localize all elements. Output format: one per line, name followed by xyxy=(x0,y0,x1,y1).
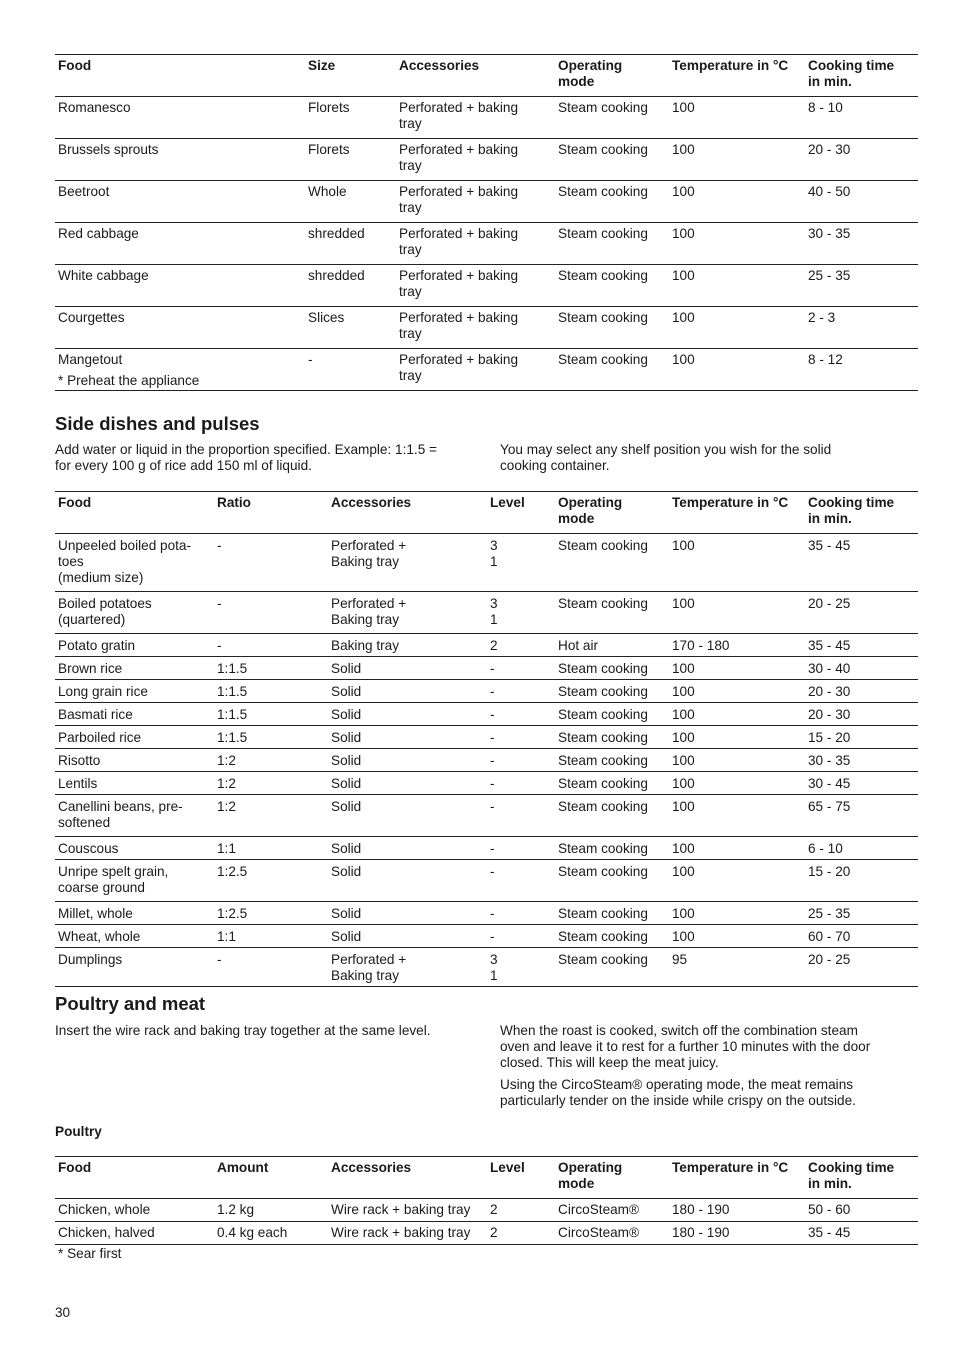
table-row xyxy=(55,749,918,772)
table-cell: Solid xyxy=(328,860,487,902)
table-row xyxy=(55,1199,918,1222)
poultry-table xyxy=(55,1156,918,1245)
table-cell: - xyxy=(214,592,328,634)
column-header: Cooking time in min. xyxy=(805,55,918,97)
table-cell: 180 - 190 xyxy=(669,1199,805,1222)
table-cell: Couscous xyxy=(55,837,214,860)
table-cell: 60 - 70 xyxy=(805,925,918,948)
table-cell: Steam cooking xyxy=(555,534,669,592)
table-cell: 1:1.5 xyxy=(214,680,328,703)
table-cell: Dumplings xyxy=(55,948,214,987)
table-cell: Brussels sprouts xyxy=(55,139,305,181)
table-cell: Brown rice xyxy=(55,657,214,680)
table-cell: 100 xyxy=(669,307,805,349)
table-cell: Chicken, halved xyxy=(55,1222,214,1245)
table-cell: Steam cooking xyxy=(555,902,669,925)
vegetables-table xyxy=(55,54,918,391)
table-cell: Slices xyxy=(305,307,396,349)
table-row xyxy=(55,703,918,726)
table-row xyxy=(55,181,918,223)
column-header: Food xyxy=(55,55,305,97)
table-cell: Perforated + baking tray xyxy=(396,181,555,223)
table-cell: Solid xyxy=(328,795,487,837)
table-cell: Perforated + Baking tray xyxy=(328,534,487,592)
table-cell: Steam cooking xyxy=(555,181,669,223)
column-header: Level xyxy=(487,1157,555,1199)
table-cell: Steam cooking xyxy=(555,948,669,987)
table-cell: 30 - 35 xyxy=(805,749,918,772)
table-cell: Perforated + baking tray xyxy=(396,265,555,307)
table-cell: 25 - 35 xyxy=(805,265,918,307)
table-row xyxy=(55,139,918,181)
table-cell: 20 - 30 xyxy=(805,680,918,703)
table-cell: shredded xyxy=(305,223,396,265)
table-cell: Wire rack + baking tray xyxy=(328,1222,487,1245)
table-cell: 100 xyxy=(669,795,805,837)
table-cell: 100 xyxy=(669,97,805,139)
table-cell: - xyxy=(487,772,555,795)
table-cell: Steam cooking xyxy=(555,703,669,726)
table-cell: 35 - 45 xyxy=(805,1222,918,1245)
table-header-row xyxy=(55,492,918,534)
footnote-preheat: * Preheat the appliance xyxy=(58,373,200,388)
table-cell: 8 - 10 xyxy=(805,97,918,139)
table-cell: Perforated + Baking tray xyxy=(328,948,487,987)
table-cell: Steam cooking xyxy=(555,349,669,391)
table-cell: 100 xyxy=(669,534,805,592)
table-cell: 1:2 xyxy=(214,749,328,772)
table-cell: Romanesco xyxy=(55,97,305,139)
table-cell: 1:2.5 xyxy=(214,902,328,925)
table-row xyxy=(55,860,918,902)
table-cell: Boiled potatoes (quartered) xyxy=(55,592,214,634)
table-cell: - xyxy=(487,902,555,925)
table-row xyxy=(55,307,918,349)
table-cell: Red cabbage xyxy=(55,223,305,265)
table-row xyxy=(55,795,918,837)
table-cell: Solid xyxy=(328,726,487,749)
column-header: Accessories xyxy=(328,1157,487,1199)
column-header: Size xyxy=(305,55,396,97)
table-cell: 100 xyxy=(669,181,805,223)
table-cell: Chicken, whole xyxy=(55,1199,214,1222)
table-cell: - xyxy=(487,749,555,772)
table-cell: - xyxy=(487,795,555,837)
table-cell: 15 - 20 xyxy=(805,726,918,749)
table-cell: Solid xyxy=(328,703,487,726)
table-cell: CircoSteam® xyxy=(555,1222,669,1245)
table-cell: 100 xyxy=(669,860,805,902)
table-cell: Perforated + Baking tray xyxy=(328,592,487,634)
table-cell: Beetroot xyxy=(55,181,305,223)
side-dishes-intro-left: Add water or liquid in the proportion specified. Example: 1:1.5 = for every 100 g of rice add 150 ml of liquid. xyxy=(55,442,437,473)
table-cell: Unripe spelt grain, coarse ground xyxy=(55,860,214,902)
table-cell: Steam cooking xyxy=(555,749,669,772)
table-cell: 100 xyxy=(669,265,805,307)
table-cell: 20 - 30 xyxy=(805,703,918,726)
column-header: Accessories xyxy=(396,55,555,97)
table-row xyxy=(55,97,918,139)
table-cell: Steam cooking xyxy=(555,657,669,680)
table-cell: 1:1.5 xyxy=(214,703,328,726)
table-cell: 100 xyxy=(669,680,805,703)
table-cell: Solid xyxy=(328,680,487,703)
table-cell: 3 1 xyxy=(487,592,555,634)
table-cell: 6 - 10 xyxy=(805,837,918,860)
column-header: Cooking time in min. xyxy=(805,1157,918,1199)
table-cell: 100 xyxy=(669,749,805,772)
table-cell: - xyxy=(487,680,555,703)
table-cell: Steam cooking xyxy=(555,680,669,703)
table-cell: Steam cooking xyxy=(555,837,669,860)
table-row xyxy=(55,680,918,703)
table-cell: - xyxy=(214,534,328,592)
table-cell: Steam cooking xyxy=(555,925,669,948)
table-cell: Steam cooking xyxy=(555,265,669,307)
footnote-sear-first: * Sear first xyxy=(58,1246,122,1261)
table-cell: Steam cooking xyxy=(555,592,669,634)
table-cell: - xyxy=(487,860,555,902)
column-header: Amount xyxy=(214,1157,328,1199)
table-cell: - xyxy=(487,726,555,749)
table-cell: - xyxy=(487,703,555,726)
table-row xyxy=(55,925,918,948)
table-cell: 20 - 30 xyxy=(805,139,918,181)
table-cell: 15 - 20 xyxy=(805,860,918,902)
poultry-intro-right-1: When the roast is cooked, switch off the combination steam oven and leave it to rest for a further 10 minutes with the door closed. This will keep the meat juicy. xyxy=(500,1023,871,1070)
table-cell: 100 xyxy=(669,837,805,860)
column-header: Temperature in °C xyxy=(669,1157,805,1199)
section-title-side-dishes: Side dishes and pulses xyxy=(55,413,260,434)
table-cell: 2 - 3 xyxy=(805,307,918,349)
table-cell: 1:2 xyxy=(214,772,328,795)
column-header: Temperature in °C xyxy=(669,492,805,534)
column-header: Operating mode xyxy=(555,1157,669,1199)
page-number: 30 xyxy=(55,1305,71,1320)
table-cell: Perforated + baking tray xyxy=(396,139,555,181)
table-cell: Steam cooking xyxy=(555,795,669,837)
table-row xyxy=(55,592,918,634)
table-cell: 0.4 kg each xyxy=(214,1222,328,1245)
table-cell: 1:1 xyxy=(214,925,328,948)
poultry-intro-right-2: Using the CircoSteam® operating mode, the meat remains particularly tender on the inside while crispy on the outside. xyxy=(500,1077,856,1108)
table-cell: Canellini beans, pre- softened xyxy=(55,795,214,837)
table-cell: 100 xyxy=(669,772,805,795)
side-dishes-intro-right: You may select any shelf position you wish for the solid cooking container. xyxy=(500,442,832,473)
table-cell: Basmati rice xyxy=(55,703,214,726)
table-cell: 2 xyxy=(487,1222,555,1245)
column-header: Level xyxy=(487,492,555,534)
column-header: Temperature in °C xyxy=(669,55,805,97)
table-cell: 1:1.5 xyxy=(214,657,328,680)
column-header: Operating mode xyxy=(555,55,669,97)
table-cell: Perforated + baking tray xyxy=(396,223,555,265)
table-cell: Solid xyxy=(328,837,487,860)
side-dishes-table xyxy=(55,491,918,987)
table-row xyxy=(55,223,918,265)
table-row xyxy=(55,772,918,795)
table-row xyxy=(55,726,918,749)
table-cell: Millet, whole xyxy=(55,902,214,925)
table-cell: Perforated + baking tray xyxy=(396,97,555,139)
table-row xyxy=(55,265,918,307)
table-cell: Potato gratin xyxy=(55,634,214,657)
table-cell: Mangetout xyxy=(55,349,305,391)
table-cell: 100 xyxy=(669,902,805,925)
table-cell: Baking tray xyxy=(328,634,487,657)
table-cell: 50 - 60 xyxy=(805,1199,918,1222)
table-cell: 35 - 45 xyxy=(805,534,918,592)
table-cell: 20 - 25 xyxy=(805,592,918,634)
table-cell: - xyxy=(487,837,555,860)
table-cell: Steam cooking xyxy=(555,307,669,349)
table-cell: - xyxy=(305,349,396,391)
table-cell: 100 xyxy=(669,703,805,726)
table-cell: Perforated + baking tray xyxy=(396,349,555,391)
table-cell: 30 - 35 xyxy=(805,223,918,265)
poultry-intro-left: Insert the wire rack and baking tray together at the same level. xyxy=(55,1023,431,1038)
table-row xyxy=(55,534,918,592)
column-header: Food xyxy=(55,492,214,534)
table-cell: - xyxy=(214,634,328,657)
column-header: Accessories xyxy=(328,492,487,534)
table-cell: - xyxy=(487,657,555,680)
table-cell: Unpeeled boiled pota- toes (medium size) xyxy=(55,534,214,592)
column-header: Operating mode xyxy=(555,492,669,534)
table-cell: 1:2.5 xyxy=(214,860,328,902)
table-cell: - xyxy=(487,925,555,948)
table-cell: Steam cooking xyxy=(555,772,669,795)
table-cell: 35 - 45 xyxy=(805,634,918,657)
table-cell: Parboiled rice xyxy=(55,726,214,749)
table-cell: 2 xyxy=(487,1199,555,1222)
table-cell: Steam cooking xyxy=(555,97,669,139)
table-cell: 3 1 xyxy=(487,948,555,987)
table-cell: 20 - 25 xyxy=(805,948,918,987)
table-cell: Solid xyxy=(328,902,487,925)
table-cell: 30 - 40 xyxy=(805,657,918,680)
table-cell: Florets xyxy=(305,139,396,181)
table-cell: 170 - 180 xyxy=(669,634,805,657)
table-cell: White cabbage xyxy=(55,265,305,307)
table-cell: Solid xyxy=(328,657,487,680)
table-row xyxy=(55,657,918,680)
table-cell: 1:1 xyxy=(214,837,328,860)
poultry-subheading: Poultry xyxy=(55,1124,102,1139)
table-cell: Steam cooking xyxy=(555,726,669,749)
table-row xyxy=(55,948,918,987)
table-cell: 25 - 35 xyxy=(805,902,918,925)
column-header: Food xyxy=(55,1157,214,1199)
table-cell: Hot air xyxy=(555,634,669,657)
table-cell: 100 xyxy=(669,657,805,680)
table-cell: 8 - 12 xyxy=(805,349,918,391)
table-cell: 40 - 50 xyxy=(805,181,918,223)
table-cell: 95 xyxy=(669,948,805,987)
table-cell: Steam cooking xyxy=(555,223,669,265)
table-cell: 100 xyxy=(669,349,805,391)
table-row xyxy=(55,634,918,657)
table-row xyxy=(55,837,918,860)
table-cell: Whole xyxy=(305,181,396,223)
table-cell: 100 xyxy=(669,726,805,749)
table-cell: Courgettes xyxy=(55,307,305,349)
table-row xyxy=(55,1222,918,1245)
table-cell: 65 - 75 xyxy=(805,795,918,837)
table-cell: Steam cooking xyxy=(555,139,669,181)
column-header: Cooking time in min. xyxy=(805,492,918,534)
table-cell: 1.2 kg xyxy=(214,1199,328,1222)
table-cell: Steam cooking xyxy=(555,860,669,902)
table-cell: 2 xyxy=(487,634,555,657)
table-cell: 100 xyxy=(669,925,805,948)
table-cell: Perforated + baking tray xyxy=(396,307,555,349)
section-title-poultry-meat: Poultry and meat xyxy=(55,993,206,1014)
table-cell: Lentils xyxy=(55,772,214,795)
table-cell: 100 xyxy=(669,223,805,265)
table-header-row xyxy=(55,55,918,97)
table-cell: 30 - 45 xyxy=(805,772,918,795)
table-cell: 3 1 xyxy=(487,534,555,592)
table-header-row xyxy=(55,1157,918,1199)
table-cell: Wheat, whole xyxy=(55,925,214,948)
table-cell: Florets xyxy=(305,97,396,139)
table-cell: Wire rack + baking tray xyxy=(328,1199,487,1222)
table-cell: Solid xyxy=(328,772,487,795)
table-cell: Solid xyxy=(328,749,487,772)
table-cell: Solid xyxy=(328,925,487,948)
table-cell: Long grain rice xyxy=(55,680,214,703)
table-cell: 100 xyxy=(669,139,805,181)
table-cell: shredded xyxy=(305,265,396,307)
table-cell: 100 xyxy=(669,592,805,634)
table-cell: CircoSteam® xyxy=(555,1199,669,1222)
table-cell: 1:2 xyxy=(214,795,328,837)
table-cell: 1:1.5 xyxy=(214,726,328,749)
table-cell: 180 - 190 xyxy=(669,1222,805,1245)
table-row xyxy=(55,902,918,925)
table-cell: Risotto xyxy=(55,749,214,772)
table-cell: - xyxy=(214,948,328,987)
column-header: Ratio xyxy=(214,492,328,534)
